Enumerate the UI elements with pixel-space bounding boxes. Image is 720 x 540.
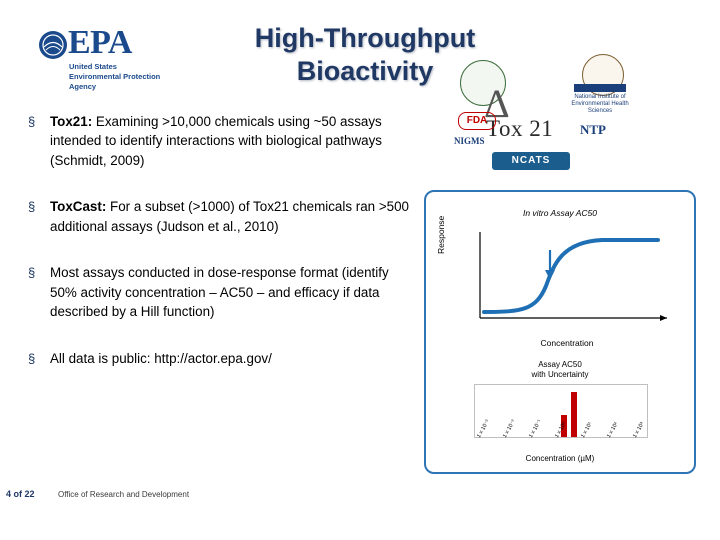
epa-seal-icon: [38, 30, 68, 60]
footer-office-label: Office of Research and Development: [58, 490, 190, 499]
epa-subtext: United States Environmental Protection Agency: [69, 62, 161, 92]
bullet-text: [50, 197, 418, 236]
bullet-rest: All data is public: http://actor.epa.gov/: [50, 350, 272, 366]
title-line-2: Bioactivity: [296, 55, 434, 86]
curve-caption: In vitro Assay AC50: [522, 208, 597, 218]
histogram-tick: 1 x 10²: [606, 421, 620, 439]
niehs-bar: [574, 84, 626, 92]
y-axis-label: Response: [436, 215, 446, 254]
page-number: 4 of 22: [6, 489, 35, 499]
histogram-tick: 1 x 10⁻²: [502, 418, 518, 439]
agency-logo-cluster: [452, 60, 632, 180]
histogram-tick: 1 x 10⁰: [554, 421, 568, 439]
bullet-list: [28, 112, 418, 395]
ac50-uncertainty-caption: [426, 360, 694, 381]
niehs-logo: National Institute of Environmental Health Sciences: [570, 84, 630, 114]
bullet-rest: Examining >10,000 chemicals using ~50 assays intended to identify interactions with biological pathways (Schmidt, 2009): [50, 114, 382, 168]
bullet-lead: Tox21:: [50, 114, 93, 129]
list-item: [28, 349, 418, 369]
list-item: [28, 112, 418, 170]
histogram-x-label: Concentration (µM): [525, 454, 595, 463]
nigms-wordmark: NIGMS: [454, 136, 485, 146]
ncats-badge: NCATS: [492, 152, 570, 170]
histogram-tick: 1 x 10⁻³: [476, 418, 492, 439]
bullet-text: [50, 349, 418, 368]
histogram-bar: [571, 392, 577, 437]
histogram-tick: 1 x 10³: [632, 421, 646, 439]
bioactivity-figure-panel: [424, 190, 696, 474]
x-axis-label: Concentration: [540, 338, 594, 348]
histogram-tick: 1 x 10⁻¹: [528, 418, 544, 439]
bullet-text: [50, 112, 418, 170]
bullet-lead: ToxCast:: [50, 199, 107, 215]
title-line-1: High-Throughput: [254, 23, 476, 53]
histogram-tick: 1 x 10¹: [580, 421, 594, 439]
bullet-marker-icon: §: [28, 350, 36, 366]
ac50-caption-line-2: with Uncertainty: [531, 370, 589, 380]
list-item: [28, 263, 418, 321]
list-item: [28, 197, 418, 236]
epa-logo: [38, 24, 198, 92]
bullet-text: [50, 263, 418, 321]
bullet-marker-icon: §: [28, 199, 36, 215]
bullet-marker-icon: §: [28, 265, 36, 281]
tox21-delta-icon: Δ: [484, 81, 510, 126]
bullet-rest: For a subset (>1000) of Tox21 chemicals ran >500 additional assays (Judson et al., 2010): [50, 199, 409, 234]
fda-badge: FDA: [458, 112, 496, 130]
bullet-marker-icon: §: [28, 114, 36, 129]
ac50-caption-line-1: Assay AC50: [538, 360, 582, 369]
dose-response-svg: [462, 226, 672, 334]
bullet-rest: Most assays conducted in dose-response format (identify 50% activity concentration – AC50 – and efficacy if data described by a Hill function): [50, 265, 389, 320]
tox21-wordmark: Tox 21: [486, 116, 554, 141]
dose-response-chart: [436, 215, 672, 348]
ntp-wordmark: NTP: [580, 122, 606, 137]
epa-wordmark: EPA: [68, 24, 132, 61]
